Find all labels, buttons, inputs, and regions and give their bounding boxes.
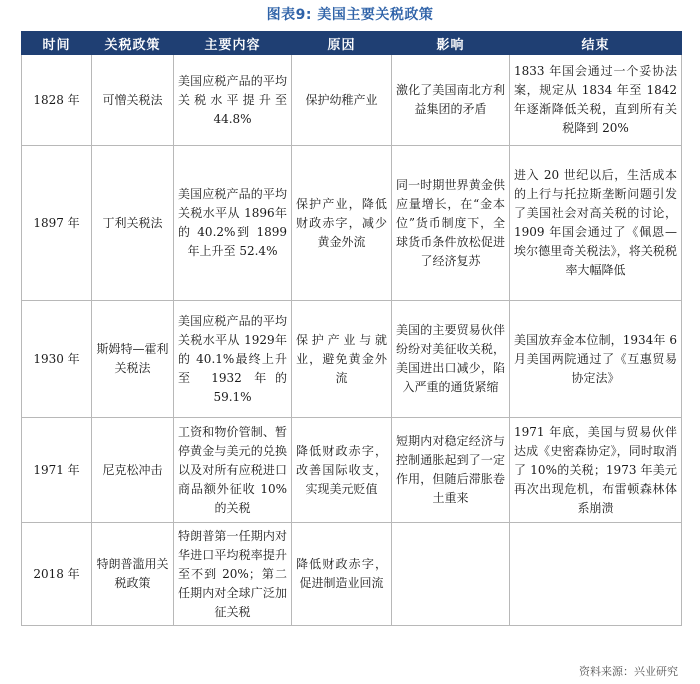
cell-year: 1897 年	[22, 146, 92, 301]
cell-policy: 特朗普滥用关税政策	[92, 523, 174, 626]
cell-content: 美国应税产品的平均关税水平提升至44.8%	[174, 55, 292, 146]
cell-year: 1828 年	[22, 55, 92, 146]
table-row	[22, 146, 682, 301]
cell-year: 2018 年	[22, 523, 92, 626]
cell-reason: 保护产业，降低财政赤字，减少黄金外流	[292, 146, 392, 301]
header-impact: 影响	[392, 32, 510, 55]
cell-policy: 斯姆特—霍利关税法	[92, 301, 174, 418]
cell-year: 1930 年	[22, 301, 92, 418]
cell-reason: 保护产业与就业，避免黄金外流	[292, 301, 392, 418]
table-row	[22, 418, 682, 523]
header-end: 结束	[510, 32, 682, 55]
cell-impact: 美国的主要贸易伙伴纷纷对美征收关税，美国进出口减少，陷入严重的通货紧缩	[392, 301, 510, 418]
cell-content: 工资和物价管制、暂停黄金与美元的兑换以及对所有应税进口商品额外征收 10%的关税	[174, 418, 292, 523]
cell-policy: 尼克松冲击	[92, 418, 174, 523]
cell-impact: 短期内对稳定经济与控制通胀起到了一定作用，但随后滞胀卷土重来	[392, 418, 510, 523]
cell-policy: 可憎关税法	[92, 55, 174, 146]
cell-content: 美国应税产品的平均关税水平从 1896年的 40.2%到 1899年上升至 52.4%	[174, 146, 292, 301]
header-reason: 原因	[292, 32, 392, 55]
cell-impact: 同一时期世界黄金供应量增长，在“金本位”货币制度下，全球货币条件放松促进了经济复苏	[392, 146, 510, 301]
cell-year: 1971 年	[22, 418, 92, 523]
header-policy: 关税政策	[92, 32, 174, 55]
cell-end: 1971 年底，美国与贸易伙伴达成《史密森协定》，同时取消了 10%的关税；1973 年美元再次出现危机，布雷顿森林体系崩溃	[510, 418, 682, 523]
cell-policy: 丁利关税法	[92, 146, 174, 301]
header-time: 时间	[22, 32, 92, 55]
cell-end: 美国放弃金本位制，1934年 6 月美国两院通过了《互惠贸易协定法》	[510, 301, 682, 418]
chart-title: 图表9: 美国主要关税政策	[266, 7, 434, 23]
table-header-row	[22, 32, 682, 55]
tariff-policy-table	[21, 31, 682, 626]
cell-reason: 降低财政赤字，改善国际收支，实现美元贬值	[292, 418, 392, 523]
table-row	[22, 55, 682, 146]
cell-end: 进入 20 世纪以后，生活成本的上行与托拉斯垄断问题引发了美国社会对高关税的讨论， 1909 年国会通过了《佩恩—埃尔德里奇关税法》，将关税税率大幅降低	[510, 146, 682, 301]
cell-impact	[392, 523, 510, 626]
table-row	[22, 523, 682, 626]
cell-end	[510, 523, 682, 626]
source-note: 资料来源：兴业研究	[579, 665, 678, 678]
cell-content: 特朗普第一任期内对华进口平均税率提升至不到 20%；第二任期内对全球广泛加征关税	[174, 523, 292, 626]
header-content: 主要内容	[174, 32, 292, 55]
cell-reason: 降低财政赤字，促进制造业回流	[292, 523, 392, 626]
cell-end: 1833 年国会通过一个妥协法案，规定从 1834 年至 1842 年逐渐降低关税，直到所有关税降到 20%	[510, 55, 682, 146]
table-row	[22, 301, 682, 418]
cell-impact: 激化了美国南北方利益集团的矛盾	[392, 55, 510, 146]
cell-reason: 保护幼稚产业	[292, 55, 392, 146]
cell-content: 美国应税产品的平均关税水平从 1929年的 40.1%最终上升至 1932 年的59.1%	[174, 301, 292, 418]
